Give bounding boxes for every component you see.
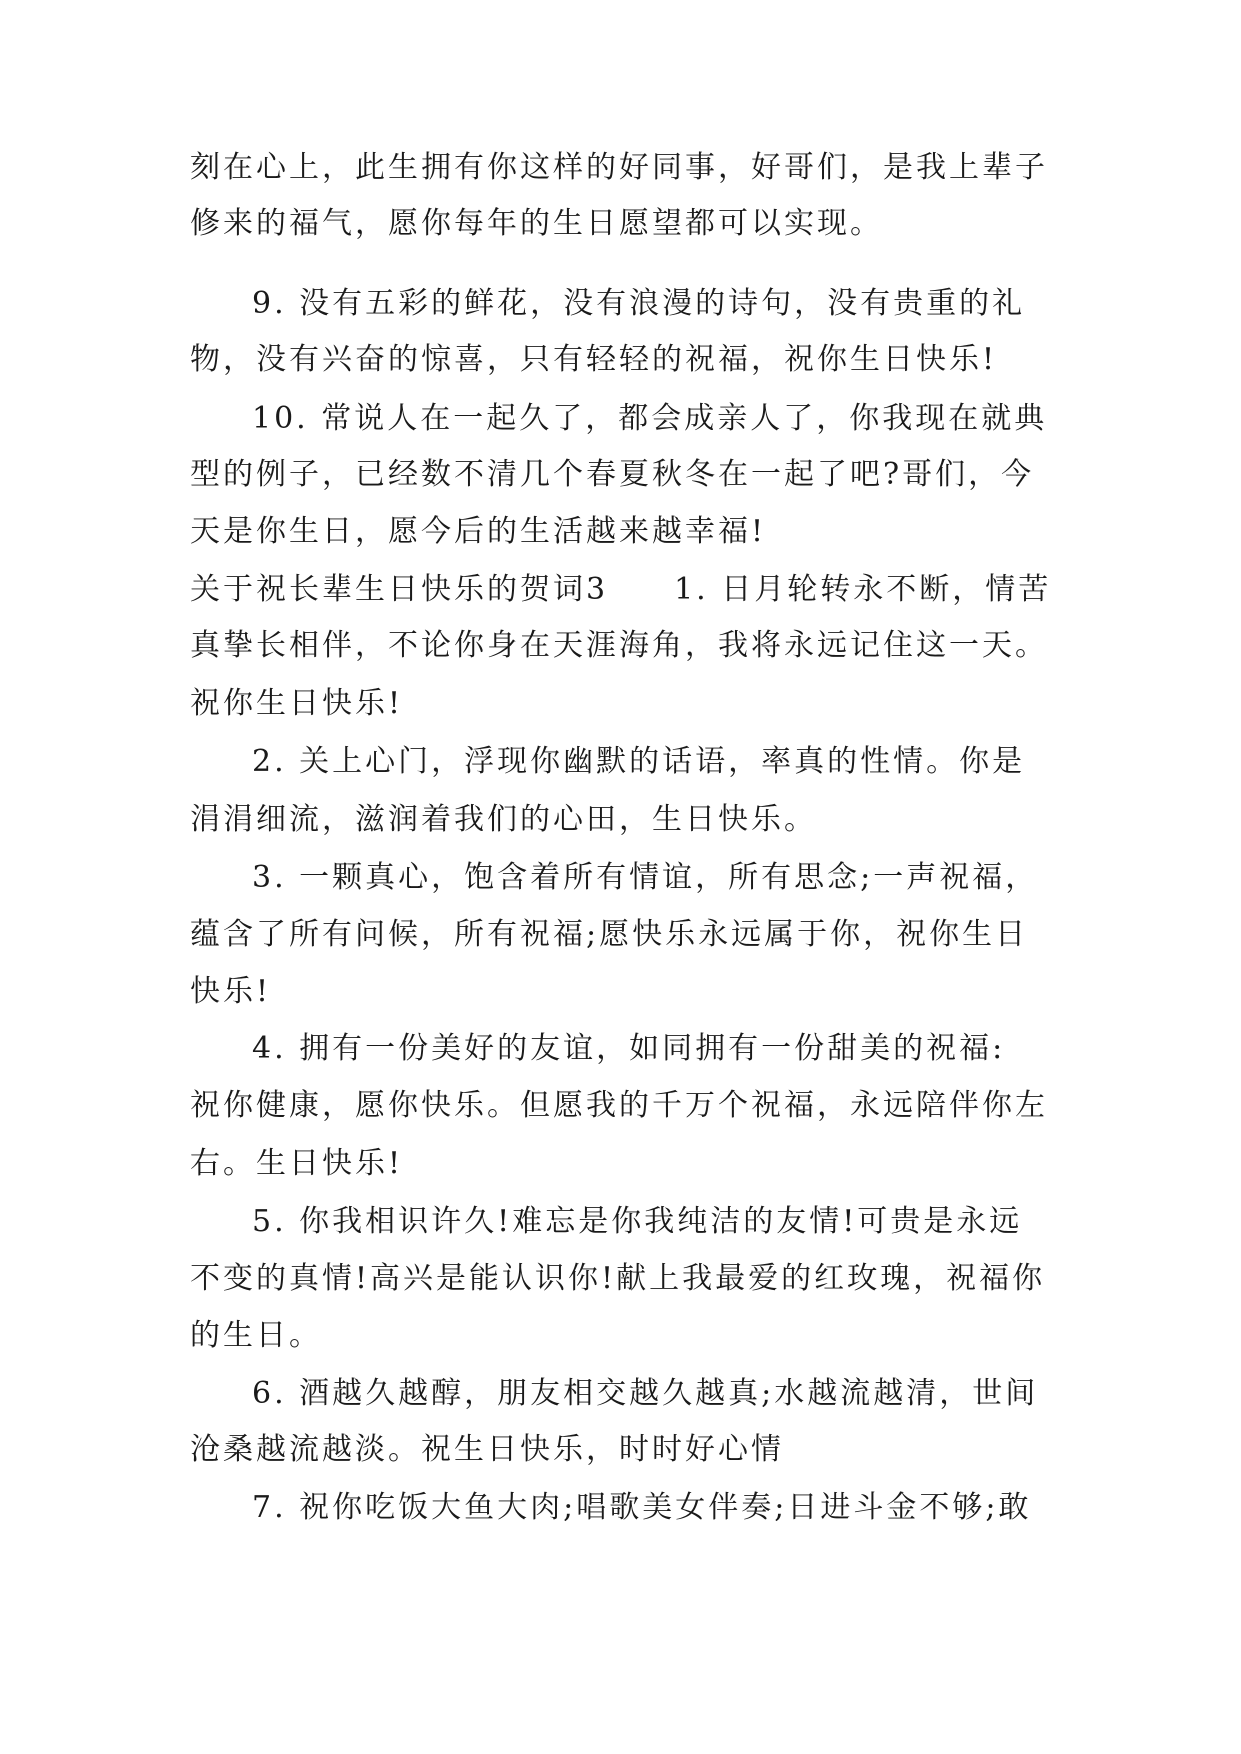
text-line: 的生日。 bbox=[190, 1318, 322, 1353]
text-line: 3. 一颗真心，饱含着所有情谊，所有思念;一声祝福， bbox=[252, 860, 1039, 895]
text-line: 2. 关上心门，浮现你幽默的话语，率真的性情。你是 bbox=[252, 744, 1026, 779]
text-line: 5. 你我相识许久!难忘是你我纯洁的友情!可贵是永远 bbox=[252, 1204, 1023, 1239]
text-line: 型的例子，已经数不清几个春夏秋冬在一起了吧?哥们，今 bbox=[190, 457, 1035, 492]
text-line: 天是你生日，愿今后的生活越来越幸福! bbox=[190, 514, 767, 549]
text-line: 真挚长相伴，不论你身在天涯海角，我将永远记住这一天。 bbox=[190, 628, 1048, 663]
text-line: 快乐! bbox=[190, 974, 272, 1009]
text-line: 10. 常说人在一起久了，都会成亲人了，你我现在就典 bbox=[252, 401, 1048, 436]
text-line: 涓涓细流，滋润着我们的心田，生日快乐。 bbox=[190, 802, 817, 837]
text-line: 修来的福气，愿你每年的生日愿望都可以实现。 bbox=[190, 206, 883, 241]
text-line: 刻在心上，此生拥有你这样的好同事，好哥们，是我上辈子 bbox=[190, 150, 1048, 185]
text-line: 物，没有兴奋的惊喜，只有轻轻的祝福，祝你生日快乐! bbox=[190, 342, 998, 377]
text-line: 祝你生日快乐! bbox=[190, 686, 404, 721]
text-line: 4. 拥有一份美好的友谊，如同拥有一份甜美的祝福: bbox=[252, 1031, 1006, 1066]
text-line: 祝你健康，愿你快乐。但愿我的千万个祝福，永远陪伴你左 bbox=[190, 1088, 1048, 1123]
text-line: 沧桑越流越淡。祝生日快乐，时时好心情 bbox=[190, 1432, 784, 1467]
text-line: 7. 祝你吃饭大鱼大肉;唱歌美女伴奏;日进斗金不够;敢 bbox=[252, 1490, 1032, 1525]
section-heading-line: 关于祝长辈生日快乐的贺词3 1. 日月轮转永不断，情苦 bbox=[190, 572, 1052, 607]
text-line: 蕴含了所有问候，所有祝福;愿快乐永远属于你，祝你生日 bbox=[190, 917, 1029, 952]
text-line: 右。生日快乐! bbox=[190, 1146, 404, 1181]
text-line: 不变的真情!高兴是能认识你!献上我最爱的红玫瑰，祝福你 bbox=[190, 1261, 1046, 1296]
text-line: 6. 酒越久越醇，朋友相交越久越真;水越流越清，世间 bbox=[252, 1376, 1039, 1411]
text-line: 9. 没有五彩的鲜花，没有浪漫的诗句，没有贵重的礼 bbox=[252, 286, 1026, 321]
